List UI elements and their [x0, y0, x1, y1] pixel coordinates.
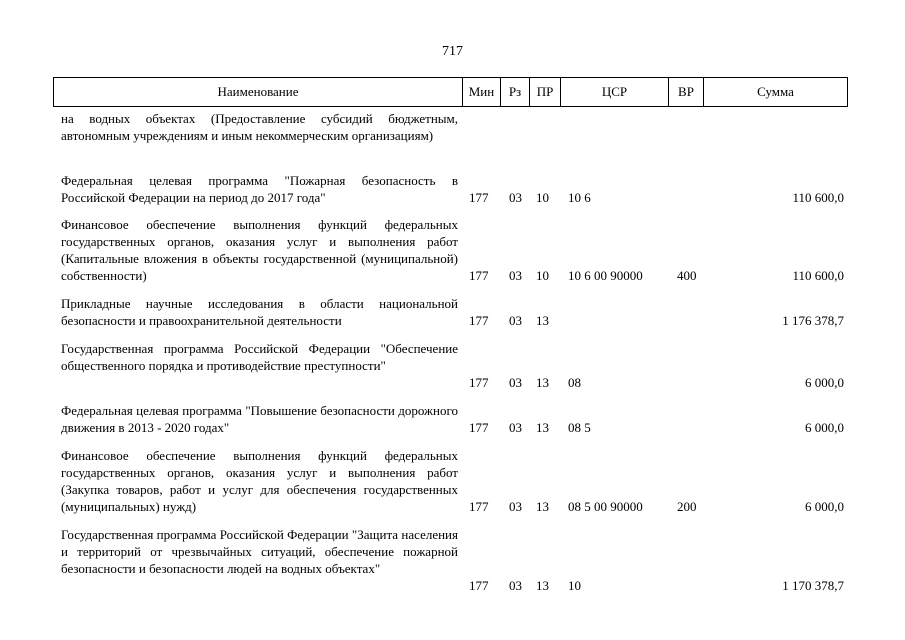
row-vr: 400 — [677, 268, 697, 283]
row-name: Прикладные научные исследования в области национальной безопасности и правоохранительной деятельности — [61, 296, 458, 328]
row-pr: 13 — [536, 313, 549, 328]
row-rz: 03 — [509, 420, 522, 435]
row-csr: 08 5 — [568, 420, 591, 435]
row-min: 177 — [469, 578, 489, 593]
row-name: Федеральная целевая программа "Повышение безопасности дорожного движения в 2013 - 2020 годах" — [61, 403, 458, 435]
table-row — [0, 295, 905, 329]
column-header-pr: ПР — [530, 78, 561, 106]
column-header-name: Наименование — [54, 78, 463, 106]
row-csr: 10 6 — [568, 190, 591, 205]
table-row — [0, 172, 905, 206]
row-min: 177 — [469, 420, 489, 435]
row-csr: 08 — [568, 375, 581, 390]
row-pr: 10 — [536, 190, 549, 205]
row-csr: 08 5 00 90000 — [568, 499, 643, 514]
row-sum: 1 176 378,7 — [782, 313, 844, 328]
row-vr: 200 — [677, 499, 697, 514]
row-pr: 10 — [536, 268, 549, 283]
row-name: на водных объектах (Предоставление субсидий бюджетным, автономным учреждениям и иным некоммерческим организациям) — [61, 111, 458, 143]
row-name: Финансовое обеспечение выполнения функций федеральных государственных органов, оказания услуг и выполнения работ (Закупка товаров, работ и услуг для обеспечения государственных (муниципальных) нужд) — [61, 448, 458, 514]
table-row — [0, 402, 905, 436]
row-name: Федеральная целевая программа "Пожарная безопасность в Российской Федерации на период до 2017 года" — [61, 173, 458, 205]
row-pr: 13 — [536, 578, 549, 593]
page-number: 717 — [442, 44, 463, 59]
row-rz: 03 — [509, 578, 522, 593]
row-sum: 1 170 378,7 — [782, 578, 844, 593]
table-row — [0, 110, 905, 161]
row-pr: 13 — [536, 420, 549, 435]
row-name: Финансовое обеспечение выполнения функций федеральных государственных органов, оказания услуг и выполнения работ (Капитальные вложения в объекты государственной (муниципальной) собственности) — [61, 217, 458, 283]
row-min: 177 — [469, 190, 489, 205]
column-header-sum: Сумма — [757, 84, 794, 99]
column-header-rz: Рз — [501, 78, 530, 106]
table-header — [53, 77, 848, 107]
row-pr: 13 — [536, 499, 549, 514]
table-row — [0, 447, 905, 515]
row-pr: 13 — [536, 375, 549, 390]
row-csr: 10 6 00 90000 — [568, 268, 643, 283]
row-min: 177 — [469, 375, 489, 390]
column-header-min: Мин — [463, 78, 501, 106]
row-min: 177 — [469, 499, 489, 514]
table-row — [0, 340, 905, 391]
table-row — [0, 526, 905, 594]
row-rz: 03 — [509, 268, 522, 283]
row-sum: 6 000,0 — [805, 420, 844, 435]
row-name: Государственная программа Российской Федерации "Защита населения и территорий от чрезвычайных ситуаций, обеспечение пожарной безопасности и безопасности людей на водных объектах" — [61, 527, 458, 576]
row-rz: 03 — [509, 313, 522, 328]
row-rz: 03 — [509, 375, 522, 390]
row-sum: 6 000,0 — [805, 375, 844, 390]
row-min: 177 — [469, 313, 489, 328]
column-header-vr: ВР — [669, 78, 704, 106]
row-min: 177 — [469, 268, 489, 283]
row-sum: 110 600,0 — [792, 190, 844, 205]
row-rz: 03 — [509, 190, 522, 205]
row-name: Государственная программа Российской Федерации "Обеспечение общественного порядка и противодействие преступности" — [61, 341, 458, 373]
table-row — [0, 216, 905, 284]
row-sum: 6 000,0 — [805, 499, 844, 514]
column-header-csr: ЦСР — [561, 78, 669, 106]
row-sum: 110 600,0 — [792, 268, 844, 283]
row-csr: 10 — [568, 578, 581, 593]
row-rz: 03 — [509, 499, 522, 514]
